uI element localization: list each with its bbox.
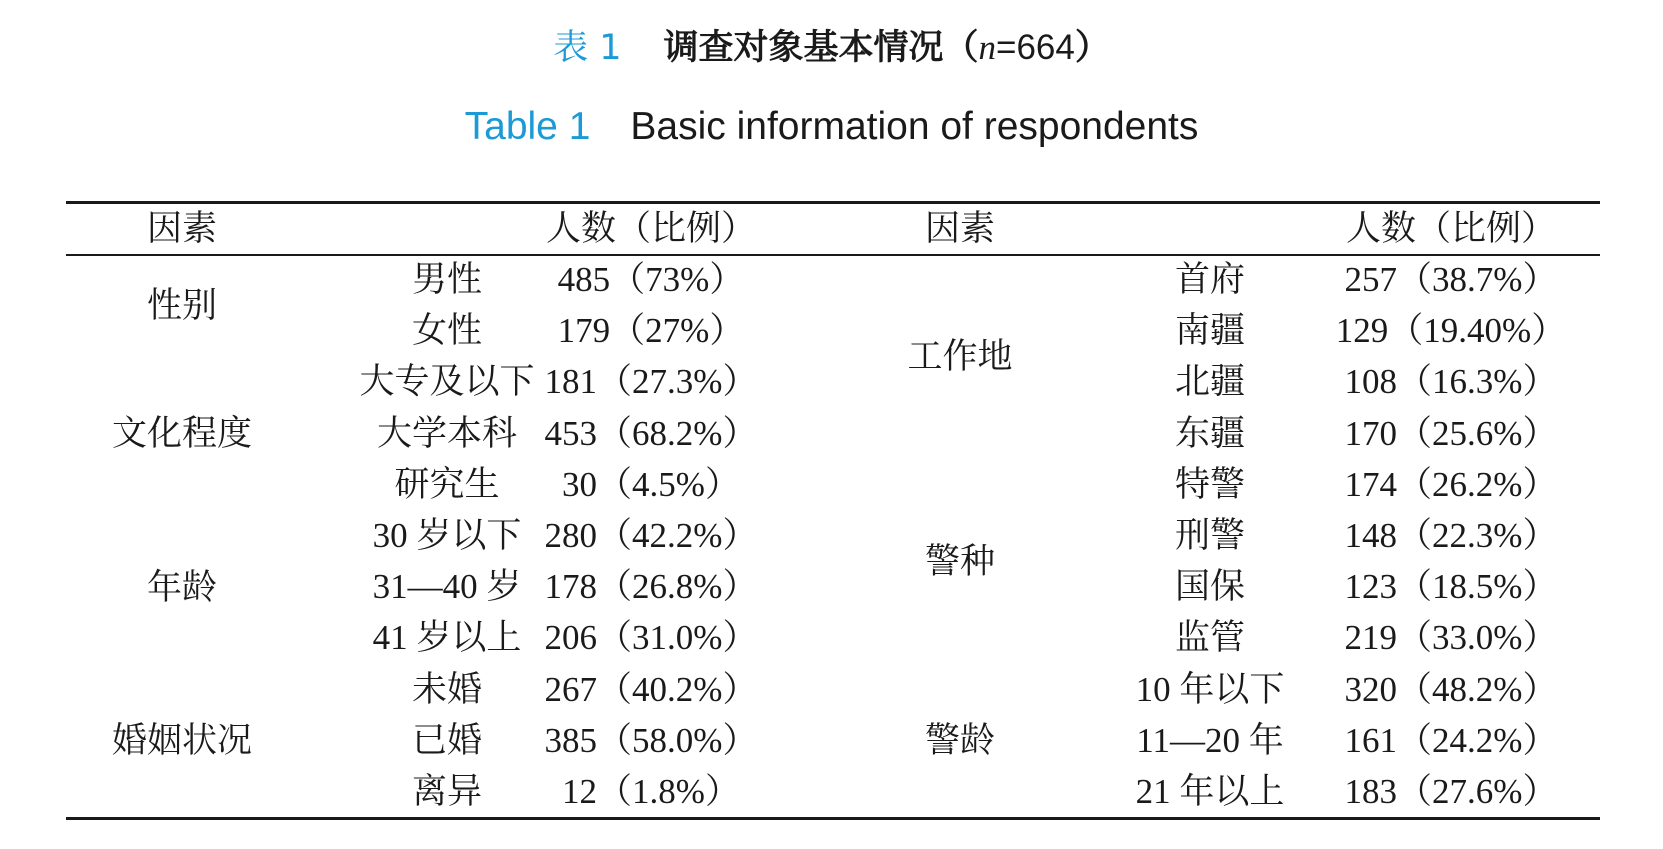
table-cell-right-item: 10 年以下 [1135,669,1285,709]
table-cell-left-item: 大学本科 [376,413,518,453]
table-cell-left-count: 179（27%） [557,311,745,351]
header-left-count: 人数（比例） [545,209,757,248]
table-group-left-factor: 年龄 [146,567,218,607]
table-cell-right-count: 320（48.2%） [1344,669,1558,709]
table-group-right-factor: 工作地 [907,337,1013,377]
table-cell-left-item: 女性 [411,311,483,351]
table-cell-left-count: 178（26.8%） [544,567,758,607]
table-cell-right-item: 国保 [1174,567,1246,607]
table-cell-right-count: 123（18.5%） [1344,567,1558,607]
table-cell-left-count: 385（58.0%） [544,720,758,760]
table-number-label-cn: 表 1 [553,28,622,68]
table-cell-left-item: 大专及以下 [359,362,535,402]
table-cell-left-count: 30（4.5%） [562,464,740,504]
table-cell-right-count: 257（38.7%） [1344,260,1558,299]
table-cell-right-item: 特警 [1174,464,1246,504]
table-title-cn: 调查对象基本情况（ [663,28,979,68]
table-cell-right-count: 183（27.6%） [1344,772,1558,811]
table-cell-right-count: 129（19.40%） [1335,311,1567,351]
table-group-right-factor: 警龄 [924,721,996,761]
table-cell-left-count: 12（1.8%） [562,772,740,811]
table-cell-left-count: 206（31.0%） [544,618,758,658]
table-cell-right-item: 东疆 [1174,413,1246,453]
table-cell-right-item: 首府 [1174,260,1246,299]
header-right-factor: 因素 [924,209,996,248]
table-cell-right-count: 148（22.3%） [1344,516,1558,555]
table-cell-left-item: 未婚 [411,669,483,709]
table-top-rule [66,201,1600,204]
sample-size-symbol: n [978,28,997,67]
table-caption-chinese [0,20,1663,76]
table-cell-left-item: 已婚 [411,720,483,760]
table-group-left-factor: 文化程度 [111,414,253,454]
table-cell-left-count: 280（42.2%） [544,516,758,555]
table-cell-left-item: 研究生 [394,464,500,504]
table-cell-left-item: 离异 [411,772,483,811]
table-cell-right-item: 刑警 [1174,516,1246,555]
header-left-factor: 因素 [146,209,218,248]
table-cell-left-item: 30 岁以下 [372,516,522,555]
table-cell-right-item: 南疆 [1174,311,1246,351]
table-caption-english [0,98,1663,156]
table-number-label-en: Table 1 [464,105,591,148]
table-group-right-factor: 警种 [924,542,996,582]
table-cell-left-item: 41 岁以上 [372,618,522,658]
table-cell-right-count: 219（33.0%） [1344,618,1558,658]
table-cell-left-item: 31—40 岁 [372,567,522,607]
sample-size-value: =664 [996,28,1075,67]
title-close-paren: ） [1074,28,1110,68]
table-cell-right-count: 170（25.6%） [1344,413,1558,453]
table-cell-right-item: 21 年以上 [1135,772,1285,811]
table-cell-left-item: 男性 [411,260,483,299]
table-group-left-factor: 婚姻状况 [111,721,253,761]
table-cell-left-count: 267（40.2%） [544,669,758,709]
table-cell-right-item: 11—20 年 [1136,720,1284,760]
table-cell-right-count: 174（26.2%） [1344,464,1558,504]
table-cell-left-count: 453（68.2%） [544,413,758,453]
table-cell-right-item: 北疆 [1174,362,1246,402]
table-bottom-rule [66,817,1600,820]
table-title-en: Basic information of respondents [630,105,1199,148]
table-group-left-factor: 性别 [146,286,218,326]
table-cell-left-count: 181（27.3%） [544,362,758,402]
table-cell-right-count: 108（16.3%） [1344,362,1558,402]
table-cell-left-count: 485（73%） [557,260,745,299]
table-cell-right-item: 监管 [1174,618,1246,658]
table-cell-right-count: 161（24.2%） [1344,720,1558,760]
header-right-count: 人数（比例） [1345,209,1557,248]
